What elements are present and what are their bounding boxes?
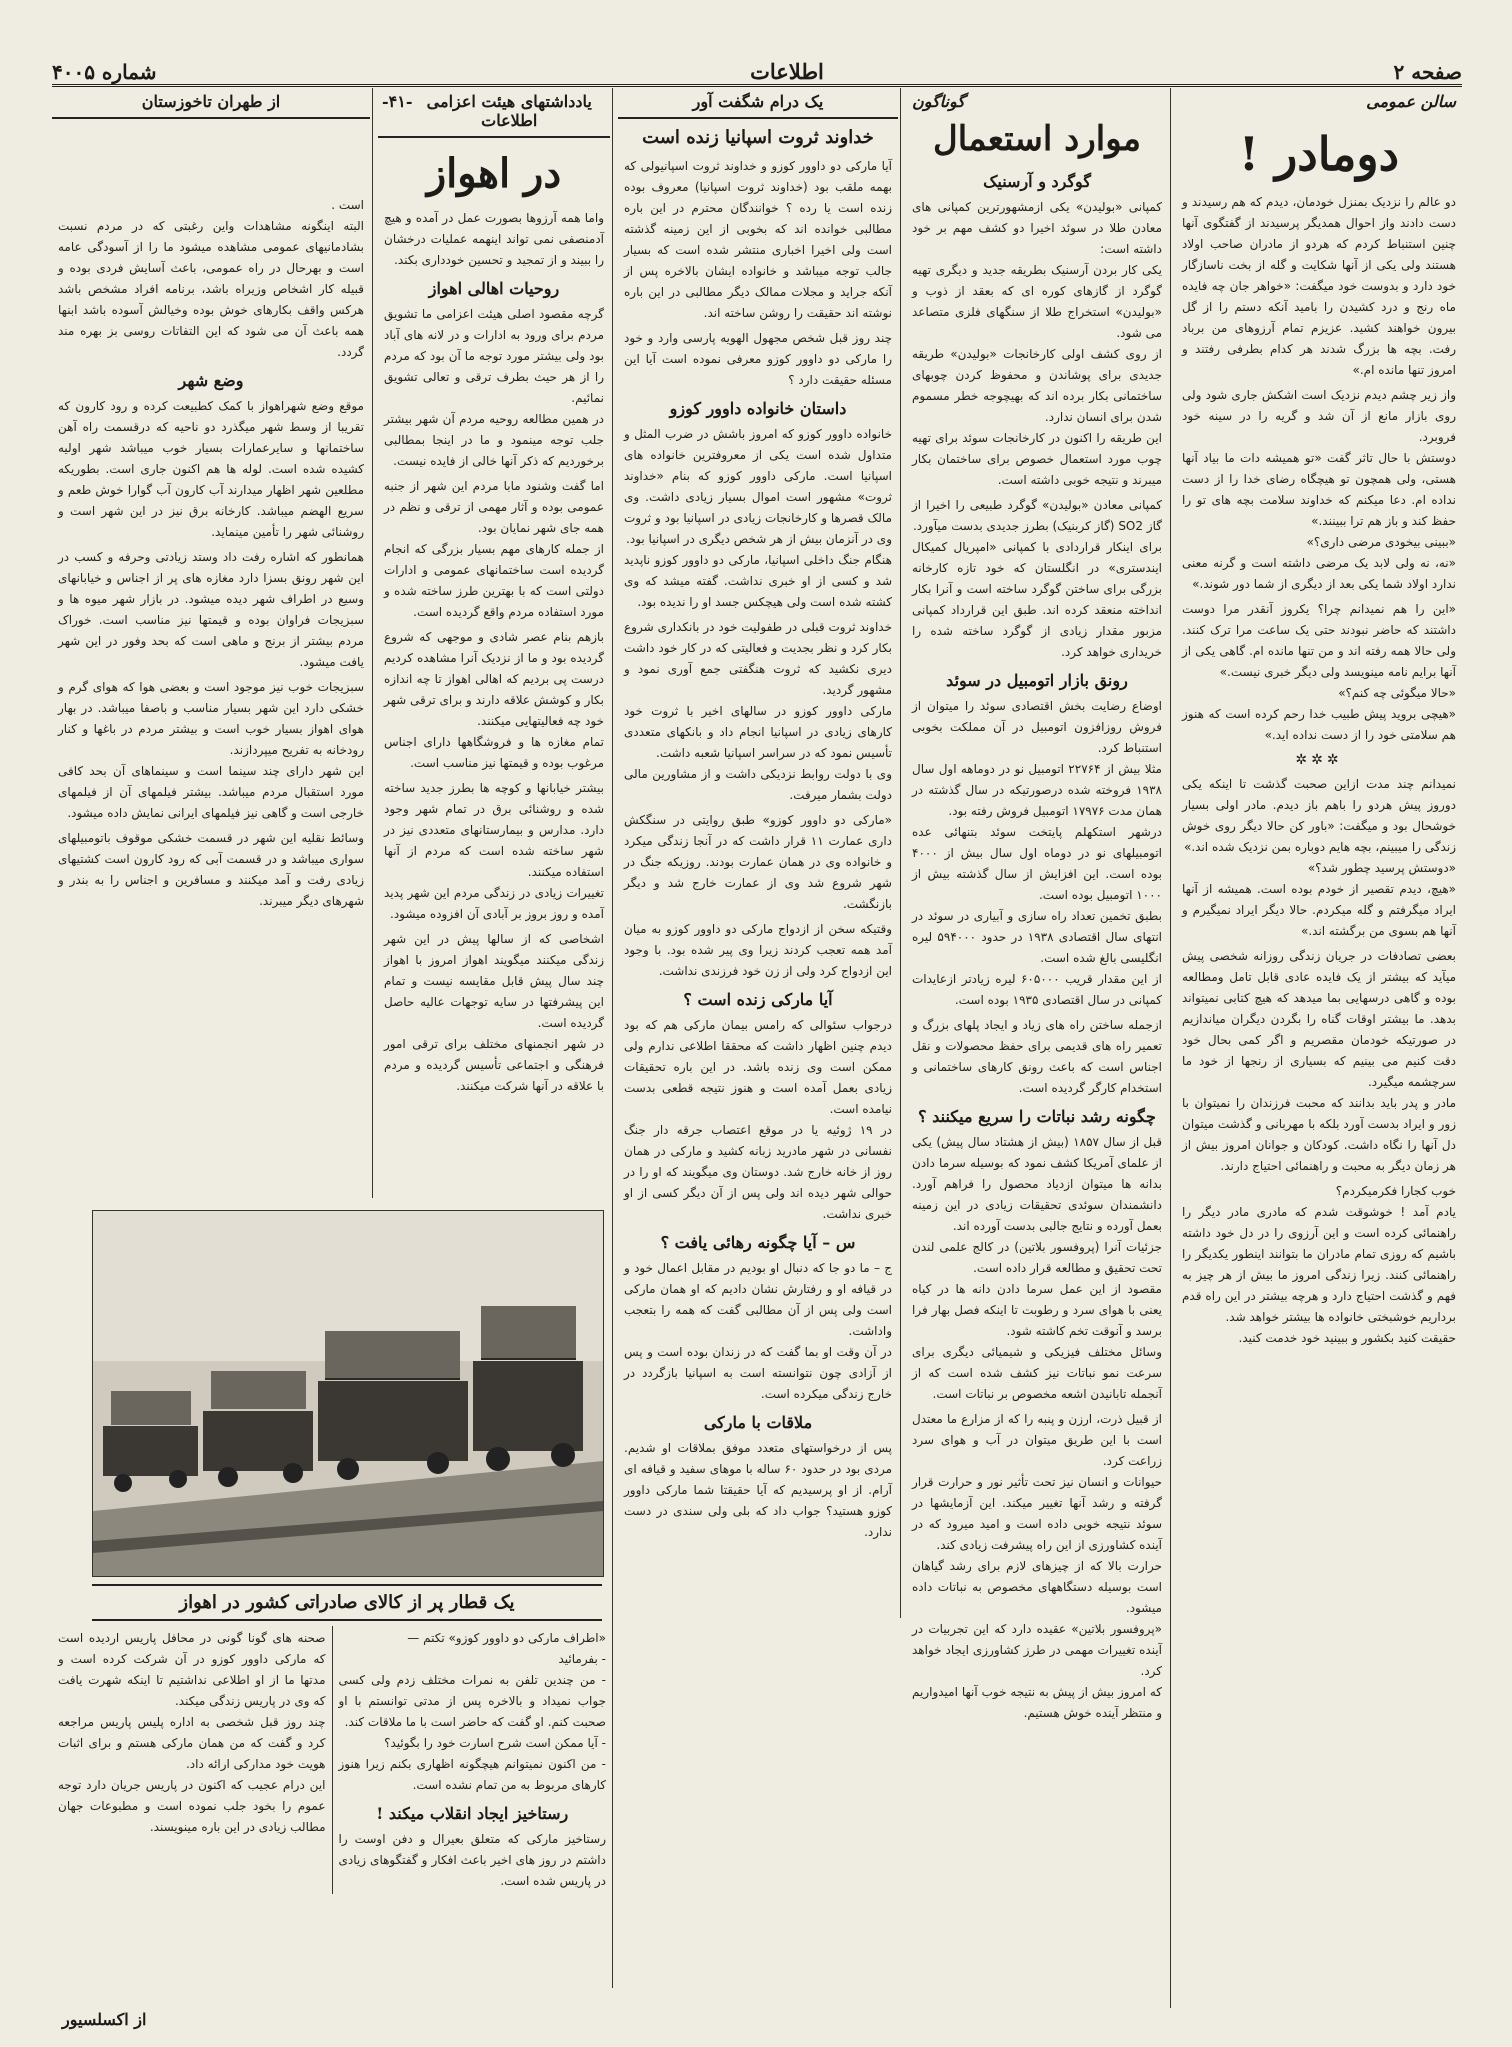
- article-paragraph: خداوند ثروت قبلی در طفولیت خود در بانکداری شروع بکار کرد و نظر بجدیت و فعالیتی که در کار خود داشت دیری نکشید که ثروت هنگفتی جمع آوری نمود و مشهور گردید. مارکی داوور کوزو در سالهای اخیر با ثروت خود کارهای زیادی در اسپانیا انجام داد و بانکهای متعددی تأسیس نمود که در سراسر اسپانیا شعبه داشت. وی با دولت روابط نزدیکی داشت و از مشاورین مالی دولت بشمار میرفت.: [624, 620, 892, 802]
- article-subheading: رستاخیز ایجاد انقلاب میکند !: [376, 1804, 569, 1823]
- article-paragraph: ازجمله ساختن راه های زیاد و ایجاد پلهای بزرگ و تعمیر راه های قدیمی برای حفظ محصولات و نقل اجناس است که باعث رونق کارهای ساختمانی و استخدام کارگر گردیده است.: [908, 1018, 1162, 1096]
- article-paragraph: پس از درخواستهای متعدد موفق بملاقات او شدیم. مردی بود در حدود ۶۰ ساله با موهای سفید و قیافه ای آرام. از او پرسیدیم که آیا حقیقتا شما مارکی داوور کوزو هستید؟ جواب داد که بلی ولی سندی در دست ندارد.: [620, 1441, 892, 1539]
- article-paragraph: اوضاع رضایت بخش اقتصادی سوئد را میتوان از فروش روزافزون اتومبیل در آن مملکت بخوبی استنباط کرد. مثلا بیش از ۲۲۷۶۴ اتومبیل نو در دوماهه اول سال ۱۹۳۸ فروخته شده درصورتیکه در سال گذشته در همان مدت ۱۷۹۷۶ اتومبیل فروش رفته بود. درشهر استکهلم پایتخت سوئد بتنهائی عده اتومبیلهای نو در دوماه اول سال بیش از ۴۰۰۰ بوده است. این افزایش از سال گذشته بیش از ۱۰۰۰ اتومبیل بوده است. بطبق تخمین تعداد راه سازی و آبیاری در سوئد در انتهای سال اقتصادی ۱۹۳۸ در حدود ۵۹۴۰۰۰ لیره انگلیسی بالغ شده است. از این مقدار قریب ۶۰۵۰۰۰ لیره زیادتر ازعایدات کمپانی در سال اقتصادی ۱۹۳۵ بوده است.: [912, 699, 1163, 1008]
- issue-number: شماره ۴۰۰۵: [52, 60, 157, 84]
- section-label: یادداشتهای هیئت اعزامی اطلاعات: [426, 92, 592, 130]
- article-subheading: چگونه رشد نباتات را سریع میکنند ؟: [918, 1107, 1156, 1127]
- article-paragraph: بیشتر خیابانها و کوچه ها بطرز جدید ساخته شده و روشنائی برق در تمام شهر وجود دارد. مدارس و بیمارستانهای متعددی نیز در شهر ساخته شده است که مردم از آنها استفاده میکنند. تغییرات زیادی در زندگی مردم این شهر پدید آمده و روز بروز بر آبادی آن افزوده میشود.: [384, 781, 604, 921]
- article-title: خداوند ثروت اسپانیا زنده است: [642, 127, 874, 148]
- column-rule: [900, 88, 901, 1618]
- article-paragraph: وقتیکه سخن از ازدواج مارکی دو داوور کوزو به میان آمد همه تعجب کردند زیرا وی پیر شده بود. با وجود این ازدواج کرد ولی از زن خود فرزندی نداشت.: [620, 922, 892, 978]
- section-number: -۴۱-: [382, 92, 413, 111]
- article-subheading: وضع شهر: [178, 371, 244, 390]
- freight-train-illustration: [93, 1211, 603, 1576]
- column-rule: [612, 88, 613, 1988]
- page-number: صفحه ۲: [1393, 60, 1462, 84]
- article-paragraph: «مارکی دو داوور کوزو» طبق روایتی در سنگکش داری عمارت ۱۱ قرار داشت که در آنجا زندگی میکرد و خانواده وی در همان عمارت بودند. روزیکه جنگ در شهر شروع شد وی از عمارت خارج شد و دیگر بازنگشت.: [620, 813, 892, 911]
- article-paragraph: «اطراف مارکی دو داوور کوزو» تکتم — - بفرمائید - من چندین تلفن به نمرات مختلف زدم ولی کسی جواب نمیداد و بالاخره پس از مدتی توانستم با او صحبت کنم. او گفت که حاضر است با ما ملاقات کند. - آیا ممکن است شرح اسارت خود را بگوئید؟ - من اکنون نمیتوانم هیچگونه اظهاری بکنم زیرا هنوز کارهای مربوط به من تمام نشده است.: [338, 1631, 606, 1792]
- section-label: از طهران تاخوزستان: [52, 88, 370, 119]
- article-paragraph: است . البته اینگونه مشاهدات واین رغبتی که در مردم نسبت بشادمانیهای عمومی مشاهده میشود ما را از آسودگی عامه است و بهرحال در راه عمومی، باعث آسایش فردی بوده و قبیله کار اشخاص وزیراه باشد، برنامه افراد مشخص باشد هرکس واقف بکارهای خوش بوده وخیالش آسوده باشد ابنها همه باعث آن می شود که این التفاتات روسی بز بهره مند گردد.: [58, 198, 364, 359]
- article-paragraph: صحنه های گونا گونی در محافل پاریس اردیده است که مارکی داوور کوزو در آن شرکت کرده است و مدتها ما از او اطلاعی نداشتیم تا اینکه شهرت یافت که وی در پاریس زندگی میکند. چند روز قبل شخصی به اداره پلیس پاریس مراجعه کرد و گفت که من همان مارکی هستم و برای اثبات هویت خود مدارکی ارائه داد. این درام عجیب که اکنون در پاریس جریان دارد توجه عموم را بخود جلب نموده است و مطبوعات جهان مطالب زیادی در این باره مینویسند.: [58, 1631, 326, 1834]
- article-paragraph: واز زیر چشم دیدم نزدیک است اشکش جاری شود ولی روی بازار مانع از آن شد و گریه را در سینه خود فروبرد. دوستش با حال تاثر گفت «تو همیشه دات ما بیاد آنها هستی، ولی همچون تو هیچگاه رضای خدا را از دست نداده ام. دعا میکنم که خداوند سلامت بچه های تو را حفظ کند و باز هم ترا ببینند.» «ببینی بیخودی مرضی داری؟» «نه، نه ولی لابد یک مرضی داشته است و گرنه معنی ندارد اولاد شما یکی بعد از دیگری از شما دور شوند.»: [1182, 387, 1456, 591]
- article-paragraph: «این را هم نمیدانم چرا؟ یکروز آنقدر مرا دوست داشتند که حاضر نبودند حتی یک ساعت مرا ترک کنند. ولی حالا همه رفته اند و من تنها مانده ام. گاهی یکی از آنها برایم نامه مینویسد ولی دیگر خبری نیست.» «حالا میگوئی چه کنم؟» «هیچی بروید پیش طبیب خدا رحم کرده است که هنوز هم سلامتی خود را از دست نداده اید.»: [1182, 601, 1456, 742]
- article-paragraph: نمیدانم چند مدت ازاین صحبت گذشت تا اینکه یکی دوروز پیش هردو را باهم باز دیدم. مادر اولی بسیار خوشحال بود و میگفت: «باور کن حالا دیگر روی خوش زندگی را میبینم، بچه هایم دوباره بمن نزدیک شده اند.» «دوستش پرسید چطور شد؟» «هیچ، دیدم تقصیر از خودم بوده است. همیشه از آنها ایراد میگرفتم و گله میکردم. حالا دیگر ایراد نمیگیرم و آنها هم بسوی من برگشته اند.»: [1182, 776, 1456, 938]
- column-rule: [372, 88, 373, 1198]
- article-paragraph: کمپانی «بولیدن» یکی ازمشهورترین کمپانی های معادن طلا در سوئد اخیرا دو کشف مهم بر خود داشته است: یکی کار بردن آرسنیک بطریقه جدید و دیگری تهیه گوگرد از گازهای کوره ای که بعقد از ذوب و «بولیدن» استخراج طلا از سنگهای فلزی متصاعد می شود. از روی کشف اولی کارخانجات «بولیدن» طریقه جدیدی برای پوشاندن و محفوظ کردن چوبهای ساختمانی بکار برده اند که بهیچوجه خطر مسموم شدن برای انسان ندارد. این طریقه را اکنون در کارخانجات سوئد برای تهیه چوب مورد استعمال خصوص برای ساختمان بکار میبرند و نتیجه خوبی داشته است.: [912, 200, 1162, 488]
- bottom-article-left-column: [52, 1626, 332, 1894]
- separator-stars: ✲✲✲: [1295, 751, 1343, 768]
- article-paragraph: اشخاصی که از سالها پیش در این شهر زندگی میکنند میگویند اهواز امروز با اهواز چند سال پیش قابل مقایسه نیست و تمام این پیشرفتها در سایه توجهات عالیه حاصل گردیده است. در شهر انجمنهای مختلف برای ترقی امور فرهنگی و اجتماعی تأسیس گردیده و مردم با علاقه در آنها شرکت میکنند.: [384, 932, 604, 1093]
- train-photo: [92, 1210, 604, 1577]
- article-paragraph: گرچه مقصود اصلی هیئت اعزامی ما تشویق مردم برای ورود به ادارات و در لانه های آباد بود ولی بیشتر مورد توجه ما آن بود که مردم را از هر حیث بطرف ترقی و تعالی تشویق نمائیم. در همین مطالعه روحیه مردم آن شهر بیشتر جلب توجه مینمود و ما در اینجا بمطالبی برخوردیم که ذکر آنها خالی از فایده نیست.: [384, 307, 604, 468]
- article-subtitle: گوگرد و آرسنیک: [983, 172, 1091, 192]
- article-paragraph: قبل از سال ۱۸۵۷ (بیش از هشتاد سال پیش) یکی از علمای آمریکا کشف نمود که بوسیله سرما دادن بدانه ها میتوان ازدیاد محصول را فراهم آورد. دانشمندان سوئدی تحقیقات زیادی در این زمینه بعمل آورده و نتایج جالبی بدست آورده اند. جزئیات آنرا (پروفسور بلاتین) در کالج علمی لندن تحت تحقیق و مطالعه قرار داده است. مقصود از این عمل سرما دادن دانه ها در کیاه یعنی با هوای سرد و رطوبت تا اینکه فصل بهار فرا برسد و آنوقت تخم کاشته شود. وسائل مختلف فیزیکی و شیمیائی دیگری برای سرعت نمو نباتات نیز کشف شده است که از آنجمله تابانیدن اشعه مخصوص بر نباتات است.: [912, 1135, 1163, 1402]
- bottom-article-right-column: [332, 1626, 613, 1894]
- article-paragraph: خوب کجارا فکرمیکردم؟ یادم آمد ! خوشوقت شدم که مادری مادر دیگر را راهنمائی کرده است و این آرزوی را در دل خود داشته باشیم که روزی تمام مادران ما بتوانند اینطور یکدیگر را راهنمائی کنند. زیرا زندگی امروز ما بیش از هر چیز به فهم و گذشت احتیاج دارد و هرچه بیشتر در این راه قدم برداریم خوشبختی خانواده ها بیشتر خواهد شد. حقیقت کنید بکشور و ببینید خود خدمت کنید.: [1182, 1183, 1456, 1345]
- article-subheading: رونق بازار اتومبیل در سوئد: [946, 671, 1128, 691]
- column-ahvaz-notes: [378, 88, 610, 1198]
- section-label: گوناگون: [912, 92, 965, 111]
- newspaper-title: اطلاعات: [750, 59, 824, 84]
- article-paragraph: همانطور که اشاره رفت داد وستد زیادتی وحرفه و کسب در این شهر رونق بسزا دارد مغازه های پر از اجناس و خیابانهای وسیع در اطراف شهر دیده میشود. در بازار شهر میوه ها و سبزیجات فراوان بوده و قیمتها نیز مناسب است. خوراک مردم بیشتر از برنج و ماهی است که بحد وفور در این شهر یافت میشود.: [54, 550, 364, 669]
- article-paragraph: موقع وضع شهراهواز با کمک کطبیعت کرده و رود کارون که تقریبا از وسط شهر میگذرد دو ناحیه که درقسمت راه آهن ساختمانها و سایرعمارات بسیار خوب میباشد شهر اولیه کشیده شده است. لوله ها هم اکنون جاری است. بطوریکه مطلعین شهر اظهار میدارند آب کارون آب گوارا خوش طعم و سریع الهضم میباشد. کارخانه برق نیز در این شهر است و روشنائی شهر را تأمین مینماید.: [54, 399, 364, 539]
- article-paragraph: اما گفت وشنود مابا مردم این شهر از جنبه عمومی بوده و آثار مهمی از ترقی و نظم در همه جای شهر نمایان بود. از جمله کارهای مهم بسیار بزرگی که انجام گردیده است ساختمانهای عمومی و ادارات دولتی است که با بهترین طرز ساخته شده و مورد استفاده مردم واقع گردیده است.: [384, 479, 604, 619]
- column-two-mothers: [1176, 88, 1462, 2008]
- article-paragraph: ج – ما دو جا که دنبال او بودیم در مقابل اعمال خود و در قیافه او و رفتارش نشان دادیم که او همان مارکی است ولی پس از آن مطالبی گفت که همه را بتعجب واداشت. در آن وقت او بما گفت که در زندان بوده است و پس از آزادی چون نتوانسته است به اسپانیا بازگردد در خارج زندگی میکرده است.: [624, 1261, 892, 1401]
- article-paragraph: بازهم بنام عصر شادی و موجهی که شروع گردیده بود و ما از نزدیک آنرا مشاهده کردیم درست پی بردیم که اهالی اهواز تا چه اندازه بکار و کوشش علاقه دارند و برای ترقی شهر خود چه فعالیتهایی میکنند. تمام مغازه ها و فروشگاهها دارای اجناس مرغوب بوده و قیمتها نیز مناسب است.: [384, 630, 604, 770]
- column-uses: [906, 88, 1168, 2008]
- article-paragraph: آیا مارکی دو داوور کوزو و خداوند ثروت اسپانیولی که بهمه ملقب بود (خداوند ثروت اسپانیا) معروف بوده زنده است یا رده ؟ خوانندگان محترم در این باره مطالبی خوانده اند که بخوبی از این زمینه گذشته است ولی اخیرا اخباری منتشر شده است که بسیار جالب توجه میباشد و خانواده ایشان بالاخره پس از آنکه جراید و مجلات ممالک دیگر مطالبی در این باره نوشته اند حقیقت را روشن ساخته اند.: [620, 159, 892, 320]
- masthead: [52, 50, 1462, 87]
- article-paragraph: از قبیل ذرت، ارزن و پنبه را که از مزارع ما معتدل است با این طریق میتوان در آب و هوای سرد زراعت کرد. حیوانات و انسان نیز تحت تأثیر نور و حرارت قرار گرفته و رشد آنها تغییر میکند. این آزمایشها در سوئد نتیجه خوبی داده است و امید میرود که در آینده کشاورزی از این راه پیشرفت زیادی کند. حرارت بالا که از چیزهای لازم برای رشد گیاهان است بوسیله دستگاههای مخصوص به نباتات داده میشود. «پروفسور بلاتین» عقیده دارد که این تجربیات در آینده تغییرات مهمی در طرز کشاورزی ایجاد خواهد کرد. که امروز بیش از پیش به نتیجه خوب آنها امیدواریم و منتظر آینده خوش هستیم.: [912, 1412, 1162, 1721]
- section-label: سالن عمومی: [1366, 92, 1456, 111]
- article-subheading: ملاقات با مارکی: [703, 1413, 813, 1432]
- article-subheading: س – آیا چگونه رهائی یافت ؟: [660, 1233, 856, 1252]
- article-paragraph: دو عالم را نزدیک بمنزل خودمان، دیدم که هم رسیدند و دست دادند واز احوال همدیگر پرسیدند از گفتگوی آنها چنین استنباط کردم که هردو از مادران صاحب اولاد هستند ولی یکی از آنها شکایت و گله از بخت ناسازگار خود دارد و بدوست خود میگفت: «خواهر جان چه فایده ماه رنج و درد کشیدن را بامید آنکه دستم را از گل بیرون خواهند کشید. عزیزم تمام آرزوهای من برباد رفت. بچه ها بزرگ شدند هر کدام بطرفی رفتند و امروز تنها مانده ام.»: [1178, 194, 1456, 377]
- article-paragraph: درجواب سئوالی که رامس بیمان مارکی هم که بود دیدم چنین اظهار داشت که محققا اطلاعی ندارم ولی ممکن است وی زنده باشد. در این باره تحقیقات زیادی بعمل آمده است و هنوز نتیجه قطعی بدست نیامده است. در ۱۹ ژوئیه یا در موقع اعتصاب جرقه دار جنگ نفسانی در شهر مادرید زبانه کشید و مارکی در همان روز از خانه خارج شد. دوستان وی میگویند که او را در حوالی شهر دیده اند ولی پس از آن دیگر کسی از او خبری نداشت.: [624, 1018, 893, 1221]
- column-tehran-khuzestan: [52, 88, 370, 1198]
- article-subheading: داستان خانواده داوور کوزو: [669, 399, 847, 418]
- column-rule: [1170, 88, 1171, 2008]
- article-title: در اهواز: [426, 150, 562, 197]
- bottom-article: [52, 1626, 612, 2006]
- section-header: [378, 88, 610, 138]
- article-paragraph: وسائط نقلیه این شهر در قسمت خشکی موقوف باتومبیلهای سواری میباشد و در قسمت آبی که رود کارون است کشتیهای زیادی رفت و آمد میکنند و مسافرین و اجناس را به بندر و شهرهای دیگر میبرند.: [54, 831, 364, 908]
- section-label: یک درام شگفت آور: [618, 88, 898, 119]
- article-paragraph: کمپانی معادن «بولیدن» گوگرد طبیعی را اخیرا از گاز SO2 (گاز کربنیک) بطرز جدیدی بدست میآورد. برای اینکار قراردادی با کمپانی «امپریال کمیکال ایندستری» در انگلستان که خود تازه کارخانه بزرگی برای ساختن گوگرد ساخته است و آنرا بکار انداخته منعقد کرده اند. طبق این قرارداد کمپانی مزبور مقدار زیادی از گوگرد ساخته شده را خریداری خواهد کرد.: [912, 498, 1162, 660]
- column-spain-wealth: [618, 88, 898, 1988]
- photo-caption: یک قطار پر از کالای صادراتی کشور در اهواز: [92, 1584, 602, 1621]
- article-paragraph: سبزیجات خوب نیز موجود است و بعضی هوا که هوای گرم و خشکی دارد این شهر بسیار مناسب و باصفا میباشد. در بهار هوای اهواز بسیار خوب است و بیشتر مردم در باغها و کنار رودخانه به تفریح میپردازند. این شهر دارای چند سینما است و سینماهای آن بحد کافی مورد استقبال مردم میباشد. بیشتر فیلمهای آن از فیلمهای خارجی است و گاهی نیز فیلمهای ایرانی نمایش داده میشود.: [58, 680, 364, 820]
- article-paragraph: بعضی تصادفات در جریان زندگی روزانه شخصی پیش میآید که بیشتر از یک فایده عادی قابل تامل ومطالعه بوده و گاهی درسهایی بما میدهد که هیچ کتابی نمیتواند بدهد. ما بیشتر اوقات گناه را بگردن دیگران میاندازیم در صورتیکه خودمان مقصریم و اگر کمی بحال خود دقت کنیم می بینیم که بسیاری از رنجها از خود ما سرچشمه میگیرد. مادر و پدر باید بدانند که محبت فرزندان را نمیتوان با زور و ایراد بدست آورد بلکه با مهربانی و گذشت میتوان دل آنها را نگاه داشت. کودکان و جوانان امروز بیش از هر زمان دیگر به محبت و راهنمائی احتیاج دارند.: [1182, 948, 1456, 1173]
- article-paragraph: چند روز قبل شخص مجهول الهویه پارسی وارد و خود را مارکی دو داوور کوزو معرفی نموده است آیا این مسئله حقیقت دارد ؟: [620, 331, 892, 387]
- article-paragraph: واما همه آرزوها بصورت عمل در آمده و هیچ آدمنصفی نمی تواند اینهمه عملیات درخشان را ببیند و از تمجید و تحسین خودداری بکند.: [380, 211, 604, 267]
- article-source: از اکسلسیور: [62, 2010, 147, 2029]
- article-paragraph: رستاخیز مارکی که متعلق بعیرال و دفن اوست را داشتم در روز های اخیر باعث افکار و گفتگوهای زیادی در پاریس شده است.: [334, 1832, 606, 1888]
- article-subheading: روحیات اهالی اهواز: [428, 279, 560, 298]
- article-subheading: آیا مارکی زنده است ؟: [683, 990, 833, 1009]
- article-title: دومادر !: [1238, 127, 1400, 181]
- article-title: موارد استعمال: [933, 119, 1141, 159]
- article-paragraph: خانواده داوور کوزو که امروز باشش در ضرب المثل و متداول شده است یکی از معروفترین خانواده های اسپانیا است. مارکی داوور کوزو که بنام «خداوند ثروت» مشهور است اموال بسیار زیادی داشت. وی مالک قصرها و کارخانجات زیادی در اسپانیا بود و ثروت وی در آنزمان بیش از هر شخص دیگری در اسپانیا بود. هنگام جنگ داخلی اسپانیا، مارکی دو داوور کوزو ناپدید شد و کسی از او خبری نداشت. گفته میشد که وی کشته شده است ولی هیچکس جسد او را ندیده بود.: [624, 427, 892, 609]
